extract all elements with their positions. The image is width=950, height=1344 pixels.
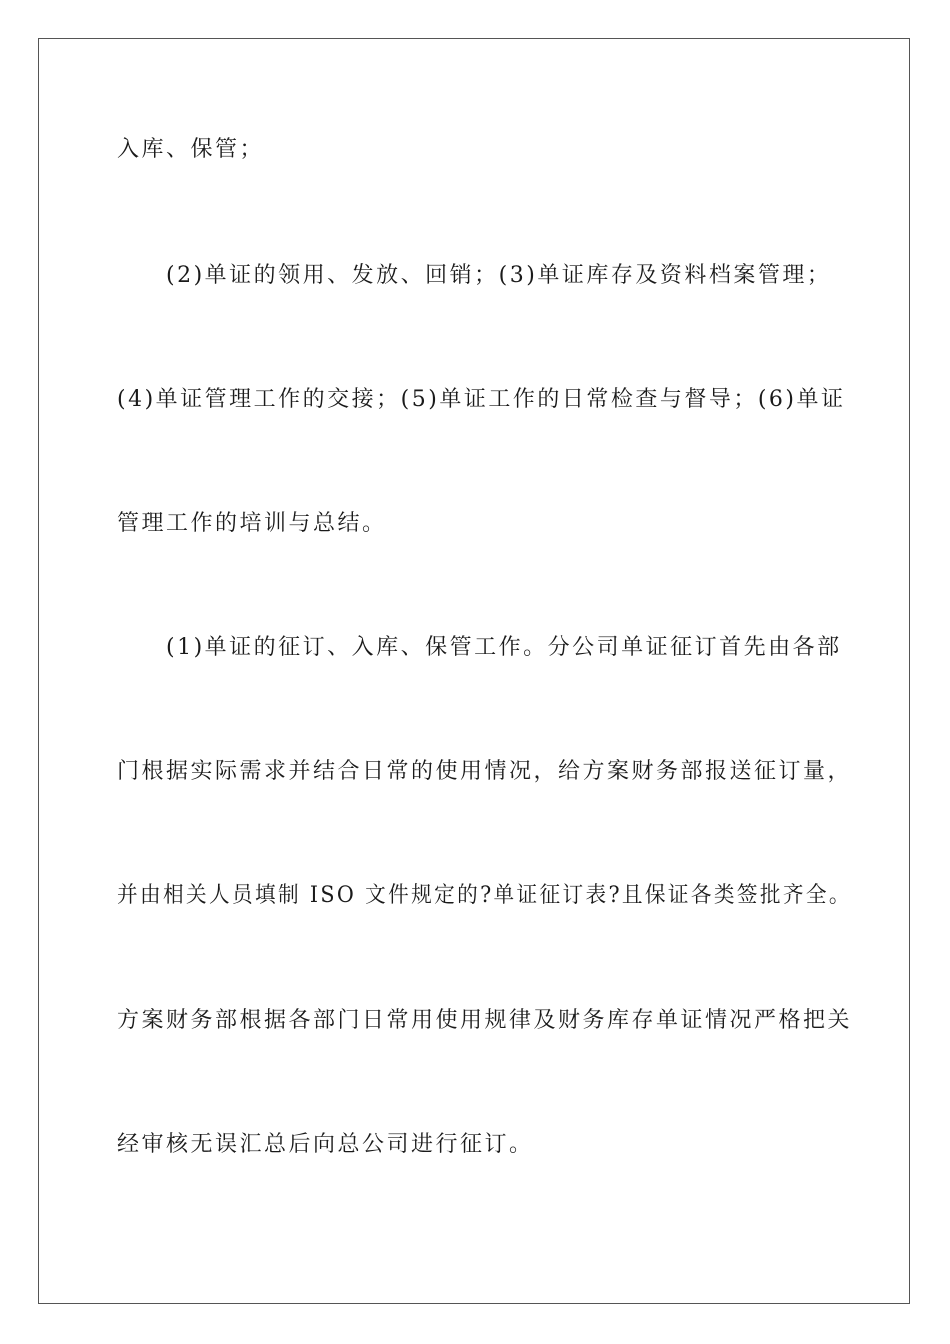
text-line: (1)单证的征订、入库、保管工作。分公司单证征订首先由各部 <box>166 635 842 660</box>
text-line: (4)单证管理工作的交接；(5)单证工作的日常检查与督导；(6)单证 <box>117 387 846 412</box>
text-line: 经审核无误汇总后向总公司进行征订。 <box>117 1132 534 1157</box>
page-border <box>38 38 910 1304</box>
text-line: (2)单证的领用、发放、回销；(3)单证库存及资料档案管理； <box>166 263 832 288</box>
text-line: 并由相关人员填制 ISO 文件规定的?单证征订表?且保证各类签批齐全。 <box>117 883 852 908</box>
text-line: 门根据实际需求并结合日常的使用情况，给方案财务部报送征订量， <box>117 759 853 784</box>
text-line: 方案财务部根据各部门日常用使用规律及财务库存单证情况严格把关 <box>117 1008 853 1033</box>
text-line: 管理工作的培训与总结。 <box>117 511 387 536</box>
text-line: 入库、保管； <box>117 137 265 162</box>
